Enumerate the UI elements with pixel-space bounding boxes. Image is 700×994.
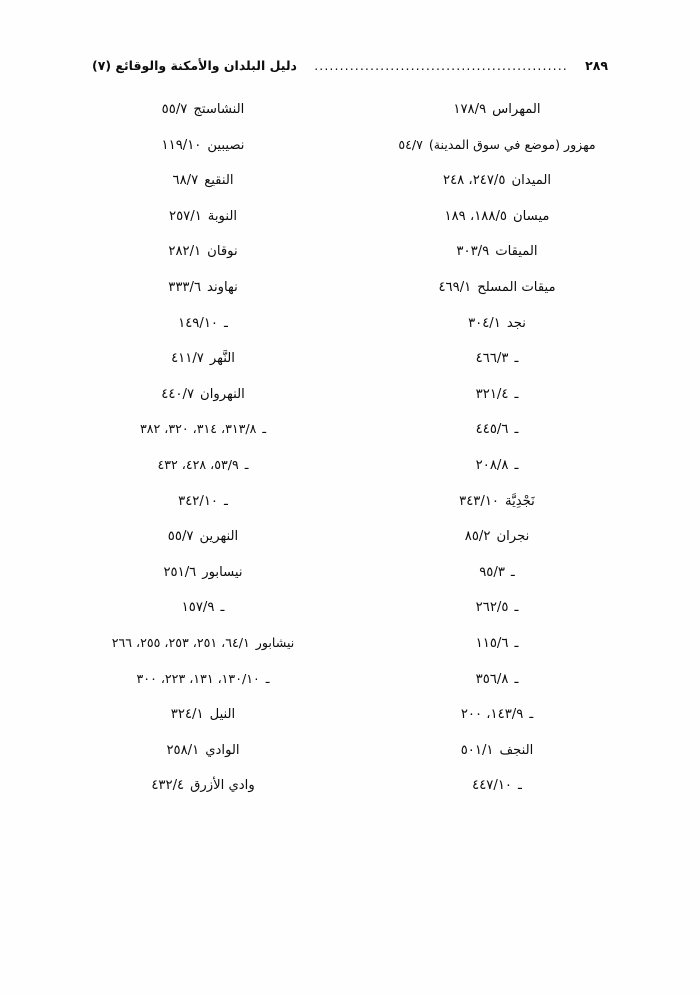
- index-entry: [364, 245, 630, 281]
- entry-refs: ٥٠١/١: [460, 742, 494, 758]
- entry-refs: ١٤٩/١٠: [178, 315, 218, 331]
- entry-term: نوقان: [207, 244, 238, 260]
- entry-refs: ٢٥٧/١: [169, 208, 202, 224]
- entry-term: ـ: [514, 457, 519, 473]
- entry-refs: ٢٥٨/١: [166, 742, 200, 758]
- index-entry: [364, 423, 630, 459]
- entry-term: النقيع: [204, 173, 234, 189]
- entry-term: نَجْدِيَّة: [505, 493, 535, 509]
- entry-term: ـ: [224, 493, 228, 509]
- index-column-left: [70, 103, 350, 815]
- entry-term: النهرين: [199, 529, 239, 545]
- index-entry: [70, 495, 336, 531]
- index-entry: [70, 634, 336, 673]
- entry-refs: ١١٥/٦: [475, 635, 509, 651]
- entry-refs: ٤٤٠/٧: [161, 386, 195, 402]
- entry-refs: ٣٠٤/١: [468, 315, 501, 331]
- entry-refs: ١٨٨/٥، ١٨٩: [444, 208, 507, 224]
- entry-term: ـ: [514, 600, 519, 616]
- index-entry: [70, 744, 336, 780]
- entry-refs: ٩٥/٣: [479, 564, 505, 580]
- index-entry: [70, 174, 336, 210]
- index-entry: [70, 139, 336, 175]
- index-entry: [70, 388, 336, 424]
- entry-refs: ٣٠٣/٩: [456, 244, 490, 260]
- index-entry: [364, 673, 630, 709]
- entry-term: نيشابور: [255, 634, 295, 650]
- entry-term: ـ: [514, 671, 519, 687]
- entry-refs: ١٤٣/٩، ٢٠٠: [460, 707, 524, 723]
- index-entry: [70, 601, 336, 637]
- entry-term: نهاوند: [207, 279, 238, 295]
- index-entry: [70, 103, 336, 139]
- index-entry: [364, 210, 630, 246]
- entry-term: ـ: [514, 351, 519, 367]
- entry-term: ـ: [262, 421, 267, 437]
- header-dot-leader: ..................................................: [314, 58, 568, 73]
- entry-term: النَّهر: [209, 351, 235, 367]
- entry-refs: ٥٣/٩، ٤٢٨، ٤٣٢: [157, 456, 239, 472]
- entry-refs: ٤٦٦/٣: [475, 351, 509, 367]
- entry-term: ـ: [514, 422, 519, 438]
- index-entry: [70, 456, 336, 495]
- entry-term: ميقات المسلح: [477, 279, 556, 295]
- entry-term: ـ: [244, 456, 249, 472]
- entry-term: الوادي: [205, 742, 240, 758]
- entry-refs: ٢٠٨/٨: [475, 457, 509, 473]
- entry-refs: ٣٣٣/٦: [168, 279, 202, 295]
- entry-term: المهراس: [492, 102, 541, 117]
- entry-refs: ٣٢١/٤: [475, 386, 509, 402]
- index-entry: [364, 281, 630, 317]
- entry-term: ـ: [265, 670, 270, 686]
- index-entry: [70, 708, 336, 744]
- entry-refs: ٣١٣/٨، ٣١٤، ٣٢٠، ٣٨٢: [139, 421, 257, 437]
- index-entry: [364, 744, 630, 780]
- index-entry: [364, 352, 630, 388]
- index-column-right: [350, 103, 630, 815]
- index-columns: [70, 103, 630, 815]
- index-entry: [70, 779, 336, 815]
- entry-refs: ١٥٧/٩: [181, 600, 215, 616]
- index-entry: [364, 388, 630, 424]
- index-entry: [364, 495, 630, 531]
- entry-refs: ٦٨/٧: [172, 173, 199, 189]
- index-entry: [364, 530, 630, 566]
- entry-refs: ٦٤/١، ٢٥١، ٢٥٣، ٢٥٥، ٢٦٦: [111, 634, 250, 650]
- entry-term: الميدان: [511, 173, 552, 189]
- entry-refs: ١١٩/١٠: [161, 137, 202, 153]
- entry-term: وادي الأزرق: [190, 778, 255, 794]
- entry-refs: ٥٤/٧: [398, 136, 423, 152]
- index-entry: [364, 601, 630, 637]
- index-entry: [70, 670, 336, 709]
- index-entry: [364, 317, 630, 353]
- entry-refs: ٢٤٧/٥، ٢٤٨: [442, 173, 506, 189]
- entry-term: ـ: [220, 600, 225, 616]
- index-entry: [364, 566, 630, 602]
- entry-term: النهروان: [200, 386, 245, 402]
- entry-refs: ٤٤٧/١٠: [472, 778, 512, 794]
- entry-refs: ٤٦٩/١: [438, 279, 472, 295]
- index-entry: [70, 210, 336, 246]
- entry-term: مهزور (موضع في سوق المدينة): [428, 136, 596, 152]
- index-entry: [70, 530, 336, 566]
- index-entry: [364, 637, 630, 673]
- index-entry: [70, 245, 336, 281]
- entry-refs: ١٣٠/١٠، ١٣١، ٢٢٣، ٣٠٠: [136, 670, 260, 686]
- entry-refs: ٨٥/٢: [464, 529, 491, 545]
- entry-term: ـ: [224, 315, 228, 331]
- entry-refs: ٤٤٥/٦: [475, 422, 509, 438]
- entry-refs: ٢٥١/٦: [163, 564, 197, 580]
- entry-refs: ٢٨٢/١: [168, 244, 202, 260]
- index-entry: [70, 423, 336, 459]
- entry-term: ـ: [514, 635, 519, 651]
- entry-term: ـ: [518, 778, 522, 794]
- entry-term: نجد: [506, 315, 526, 331]
- page-header: [92, 58, 608, 73]
- index-entry: [364, 174, 630, 210]
- entry-term: ـ: [510, 564, 515, 580]
- index-entry: [364, 708, 630, 744]
- entry-refs: ١٧٨/٩: [453, 102, 487, 117]
- entry-refs: ٣٢٤/١: [170, 707, 204, 723]
- index-entry: [364, 459, 630, 495]
- index-entry: [70, 281, 336, 317]
- entry-refs: ٣٤٣/١٠: [459, 493, 499, 509]
- index-entry: [70, 566, 336, 602]
- header-page-number: ٢٨٩: [585, 58, 608, 73]
- entry-term: النيل: [209, 707, 236, 723]
- entry-refs: ٣٥٦/٨: [475, 671, 509, 687]
- entry-refs: ٣٤٢/١٠: [178, 493, 218, 509]
- entry-refs: ٢٦٢/٥: [475, 600, 509, 616]
- entry-refs: ٥٥/٧: [167, 529, 194, 545]
- entry-term: ميسان: [512, 208, 550, 224]
- header-title: دليل البلدان والأمكنة والوقائع (٧): [92, 58, 297, 73]
- entry-term: نصيبين: [207, 137, 245, 153]
- entry-term: الميقات: [495, 244, 538, 260]
- entry-term: ـ: [529, 707, 534, 723]
- entry-term: ـ: [514, 386, 519, 402]
- entry-refs: ٥٥/٧: [161, 102, 188, 117]
- entry-refs: ٤٣٢/٤: [151, 778, 185, 794]
- entry-term: نجران: [496, 529, 530, 545]
- index-entry: [70, 352, 336, 388]
- entry-refs: ٤١١/٧: [171, 351, 204, 367]
- index-entry: [70, 317, 336, 353]
- index-entry: [364, 103, 630, 139]
- entry-term: النوبة: [207, 208, 237, 224]
- entry-term: النشاستج: [193, 102, 245, 117]
- index-entry: [364, 136, 630, 175]
- index-entry: [364, 779, 630, 815]
- entry-term: النجف: [499, 742, 534, 758]
- entry-term: نيسابور: [202, 564, 243, 580]
